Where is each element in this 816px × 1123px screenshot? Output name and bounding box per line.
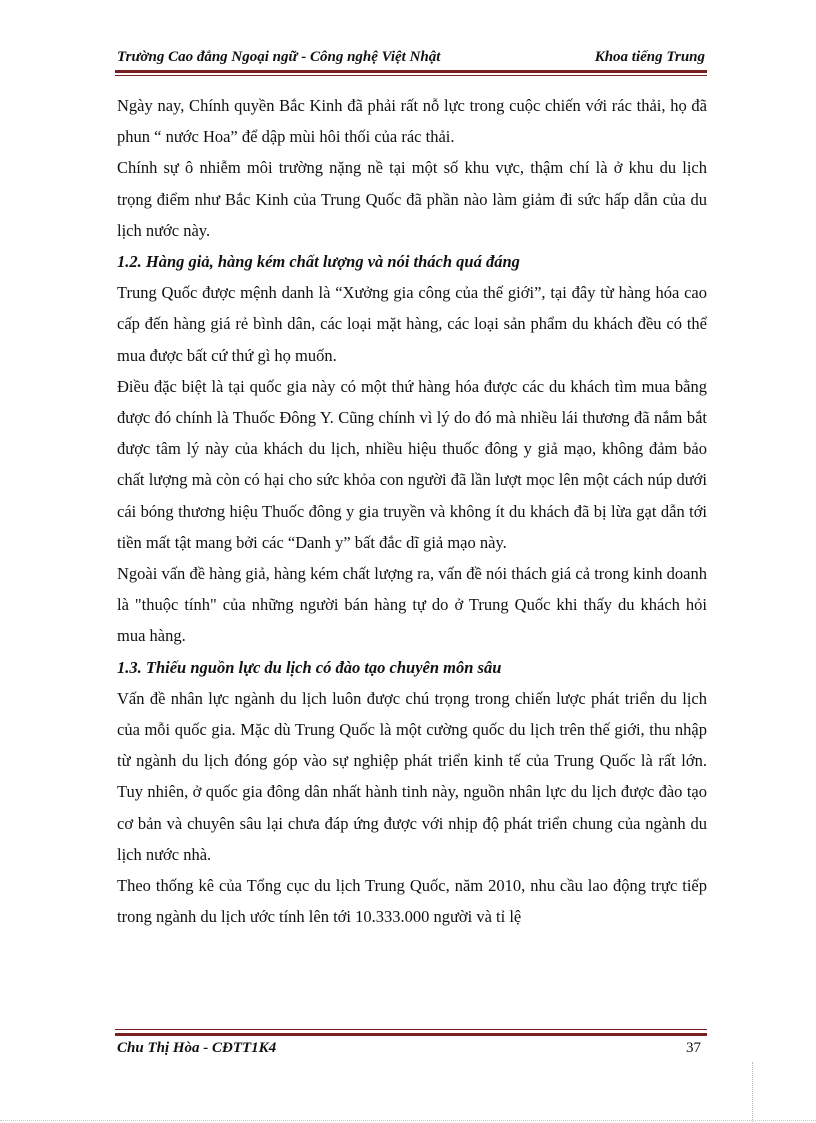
- document-body: [117, 90, 707, 932]
- header-rule-thin: [115, 75, 707, 76]
- page-bottom-edge: [0, 1120, 816, 1121]
- paragraph: Điều đặc biệt là tại quốc gia này có một thứ hàng hóa được các du khách tìm mua bằng được đó chính là Thuốc Đông Y. Cũng chính vì lý do đó mà nhiều lái thương đã nắm bắt được tâm lý này của khách du lịch, nhiều hiệu thuốc đông y giả mạo, không đảm bảo chất lượng mà còn có hại cho sức khỏa con người đã lần lượt mọc lên một cách núp dưới cái bóng thương hiệu Thuốc đông y gia truyền và không ít du khách đã bị lừa gạt dẫn tới tiền mất tật mang bởi các “Danh y” bất đắc dĩ giả mạo này.: [117, 376, 707, 552]
- paragraph: Chính sự ô nhiễm môi trường nặng nề tại một số khu vực, thậm chí là ở khu du lịch trọng điểm như Bắc Kinh của Trung Quốc đã phần nào làm giảm đi sức hấp dẫn của du lịch nước này.: [117, 158, 707, 240]
- page-header: [115, 47, 707, 69]
- page-footer: [115, 1040, 707, 1062]
- section-heading-1-2: 1.2. Hàng giả, hàng kém chất lượng và nói thách quá đáng: [117, 252, 520, 272]
- paragraph: Ngày nay, Chính quyền Bắc Kinh đã phải rất nỗ lực trong cuộc chiến với rác thải, họ đã phun “ nước Hoa” để dập mùi hôi thối của rác thải.: [117, 96, 707, 147]
- paragraph: Vấn đề nhân lực ngành du lịch luôn được chú trọng trong chiến lược phát triển du lịch của mỗi quốc gia. Mặc dù Trung Quốc là một cường quốc du lịch trên thế giới, thu nhập từ ngành du lịch đóng góp vào sự nghiệp phát triển kinh tế của Trung Quốc là rất lớn. Tuy nhiên, ở quốc gia đông dân nhất hành tinh này, nguồn nhân lực du lịch được đào tạo cơ bản và chuyên sâu lại chưa đáp ứng được với nhịp độ phát triển chung của ngành du lịch nước nhà.: [117, 688, 707, 864]
- page-edge-marker: [752, 1062, 753, 1122]
- footer-rule-thin: [115, 1029, 707, 1030]
- page-number: 37: [686, 1040, 701, 1056]
- header-rule-thick: [115, 70, 707, 73]
- paragraph: Ngoài vấn đề hàng giả, hàng kém chất lượng ra, vấn đề nói thách giá cả trong kinh doanh là "thuộc tính" của những người bán hàng tự do ở Trung Quốc khi thấy du khách hỏi mua hàng.: [117, 564, 707, 646]
- section-heading-1-3: 1.3. Thiếu nguồn lực du lịch có đào tạo chuyên môn sâu: [117, 657, 502, 677]
- header-department: Khoa tiếng Trung: [594, 49, 705, 65]
- footer-rule-thick: [115, 1033, 707, 1036]
- paragraph: Trung Quốc được mệnh danh là “Xưởng gia công của thế giới”, tại đây từ hàng hóa cao cấp đến hàng giá rẻ bình dân, các loại mặt hàng, các loại sản phẩm du khách đều có thể mua được bất cứ thứ gì họ muốn.: [117, 283, 707, 365]
- paragraph: Theo thống kê của Tổng cục du lịch Trung Quốc, năm 2010, nhu cầu lao động trực tiếp trong ngành du lịch ước tính lên tới 10.333.000 người và tỉ lệ: [117, 876, 707, 927]
- header-school-name: Trường Cao đẳng Ngoại ngữ - Công nghệ Việt Nhật: [117, 49, 441, 65]
- footer-author: Chu Thị Hòa - CĐTT1K4: [117, 1040, 277, 1056]
